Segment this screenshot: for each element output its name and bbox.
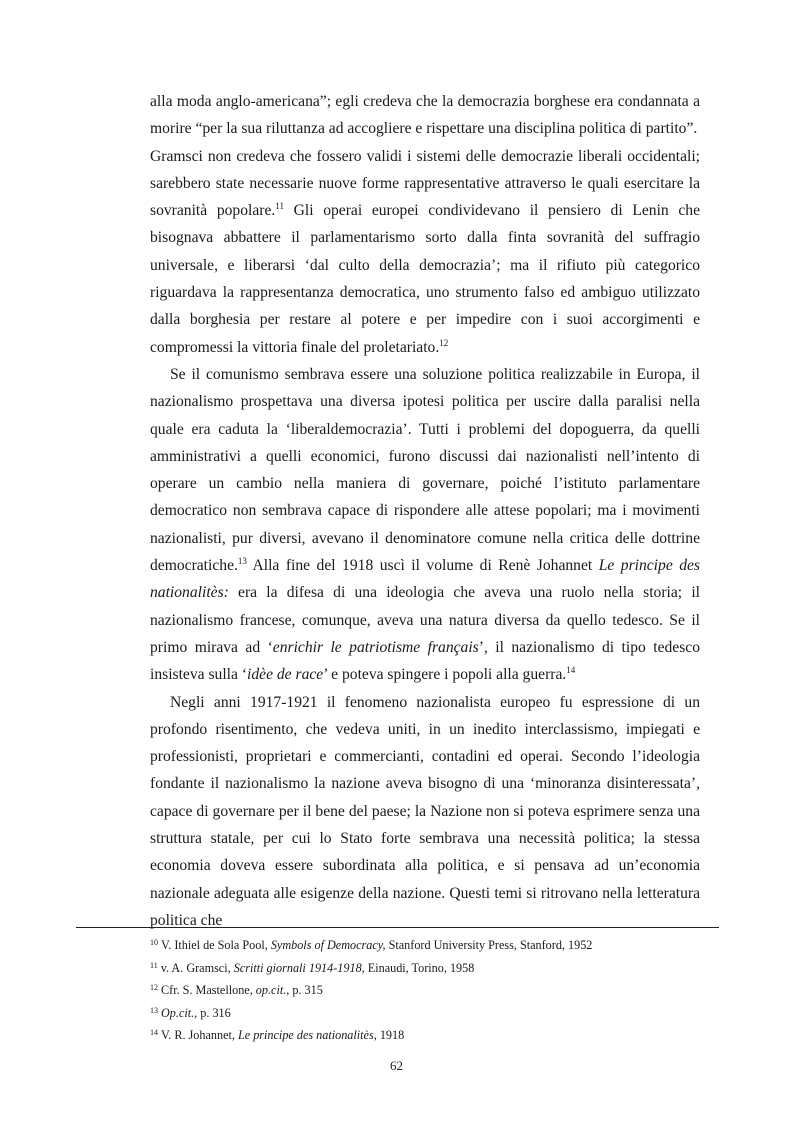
text-run: ’, il nazionalismo di tipo tedesco insisteva sulla ‘ xyxy=(150,638,700,684)
text-run: , p. 316 xyxy=(194,1005,231,1020)
text-run: Gli operai europei condividevano il pensiero di Lenin che bisognava abbattere il parlamentarismo sorto dalla finta sovranità del suffragio universale, e liberarsi ‘dal culto della democrazia’; ma il rifiuto più categorico riguardava la rappresentanza democratica, uno strumento falso ed ambiguo utilizzato dalla borghesia per restare al potere e per impedire con i suoi accorgimenti e compromessi la vittoria finale del proletariato. xyxy=(150,202,700,356)
text-run: Stanford University Press, Stanford, 1952 xyxy=(385,938,593,952)
footnote xyxy=(150,934,720,957)
footnote xyxy=(150,1024,720,1047)
text-run: Gramsci non credeva che fossero validi i sistemi delle democrazie liberali occidentali; sarebbero state necessarie nuove forme rappresentative attraverso le quali esercitare la sovranità popolare. xyxy=(150,147,700,220)
footnote-ref: 11 xyxy=(275,201,284,212)
text-run: ’ e poteva spingere i popoli alla guerra. xyxy=(323,666,567,684)
text-run: Negli anni 1917-1921 il fenomeno nazionalista europeo fu espressione di un profondo risentimento, che vedeva uniti, in un inedito interclassismo, impiegati e professionisti, proprietari e commercianti, contadini ed operai. Secondo l’ideologia fondante il nazionalismo la nazione aveva bisogno di una ‘minoranza disinteressata’, capace di governare per il bene del paese; la Nazione non si poteva esprimere senza una struttura statale, per cui lo Stato forte sembrava una necessità politica; la stessa economia doveva essere subordinata alla politica, e si pensava ad un’economia nazionale adeguata alle esigenze della nazione. Questi temi si ritrovano nella letteratura politica che xyxy=(150,693,700,929)
text-run: V. R. Johannet, xyxy=(161,1028,238,1042)
text-run: Se il comunismo sembrava essere una soluzione politica realizzabile in Europa, il nazionalismo prospettava una diversa ipotesi politica per uscire dalla paralisi nella quale era caduta la ‘liberaldemocrazia’. Tutti i problemi del dopoguerra, da quelli amministrativi a quelli economici, furono discussi dai nazionalisti nell’intento di operare un cambio nella maniera di governare, poiché l’istituto parlamentare democratico non sembrava capace di rispondere alle attese popolari; ma i movimenti nazionalisti, pur diversi, avevano il denominatore comune nella critica delle dottrine democratiche. xyxy=(150,365,700,575)
footnote-number: 12 xyxy=(150,983,158,992)
italic-text: idèe de race xyxy=(247,666,324,684)
page-number: 62 xyxy=(390,1058,403,1073)
body-text xyxy=(150,88,700,934)
footnote-number: 11 xyxy=(150,960,158,970)
footnote-ref: 12 xyxy=(439,337,449,348)
footnote-number: 14 xyxy=(150,1028,158,1037)
paragraph xyxy=(150,88,700,143)
footnote-number: 13 xyxy=(150,1005,158,1015)
italic-text: Le principe des nationalitès: xyxy=(150,557,700,602)
italic-text: Op.cit. xyxy=(161,1005,195,1020)
italic-text: Scritti giornali 1914-1918, xyxy=(233,960,365,975)
paragraph xyxy=(150,361,700,689)
italic-text: Le principe des nationalitès, xyxy=(237,1028,377,1042)
footnote-ref: 13 xyxy=(237,556,247,567)
text-run: Einaudi, Torino, 1958 xyxy=(364,960,475,975)
footnote xyxy=(150,1002,720,1025)
footnote-ref: 14 xyxy=(566,665,576,676)
italic-text: op.cit., xyxy=(255,983,290,997)
text-run: v. A. Gramsci, xyxy=(160,960,234,975)
text-run: Cfr. S. Mastellone, xyxy=(161,983,256,997)
footnote-number: 10 xyxy=(150,938,158,947)
text-run: Alla fine del 1918 uscì il volume di Renè Johannet xyxy=(246,557,599,575)
text-run: p. 315 xyxy=(289,983,323,997)
footnote-separator xyxy=(76,927,719,928)
footnotes xyxy=(150,934,720,1047)
footnote xyxy=(150,979,720,1002)
text-run: alla moda anglo-americana”; egli credeva che la democrazia borghese era condannata a morire “per la sua riluttanza ad accogliere e rispettare una disciplina politica di partito”. xyxy=(150,93,700,138)
text-run: era la difesa di una ideologia che aveva una ruolo nella storia; il nazionalismo francese, comunque, aveva una natura diversa da quello tedesco. Se il primo mirava ad ‘ xyxy=(150,584,700,656)
paragraph xyxy=(150,689,700,935)
paragraph xyxy=(150,143,700,361)
footnote xyxy=(150,957,720,980)
italic-text: enrichir le patriotisme français xyxy=(272,638,479,656)
italic-text: Symbols of Democracy, xyxy=(270,938,386,952)
text-run: 1918 xyxy=(376,1028,405,1042)
text-run: V. Ithiel de Sola Pool, xyxy=(161,938,271,952)
